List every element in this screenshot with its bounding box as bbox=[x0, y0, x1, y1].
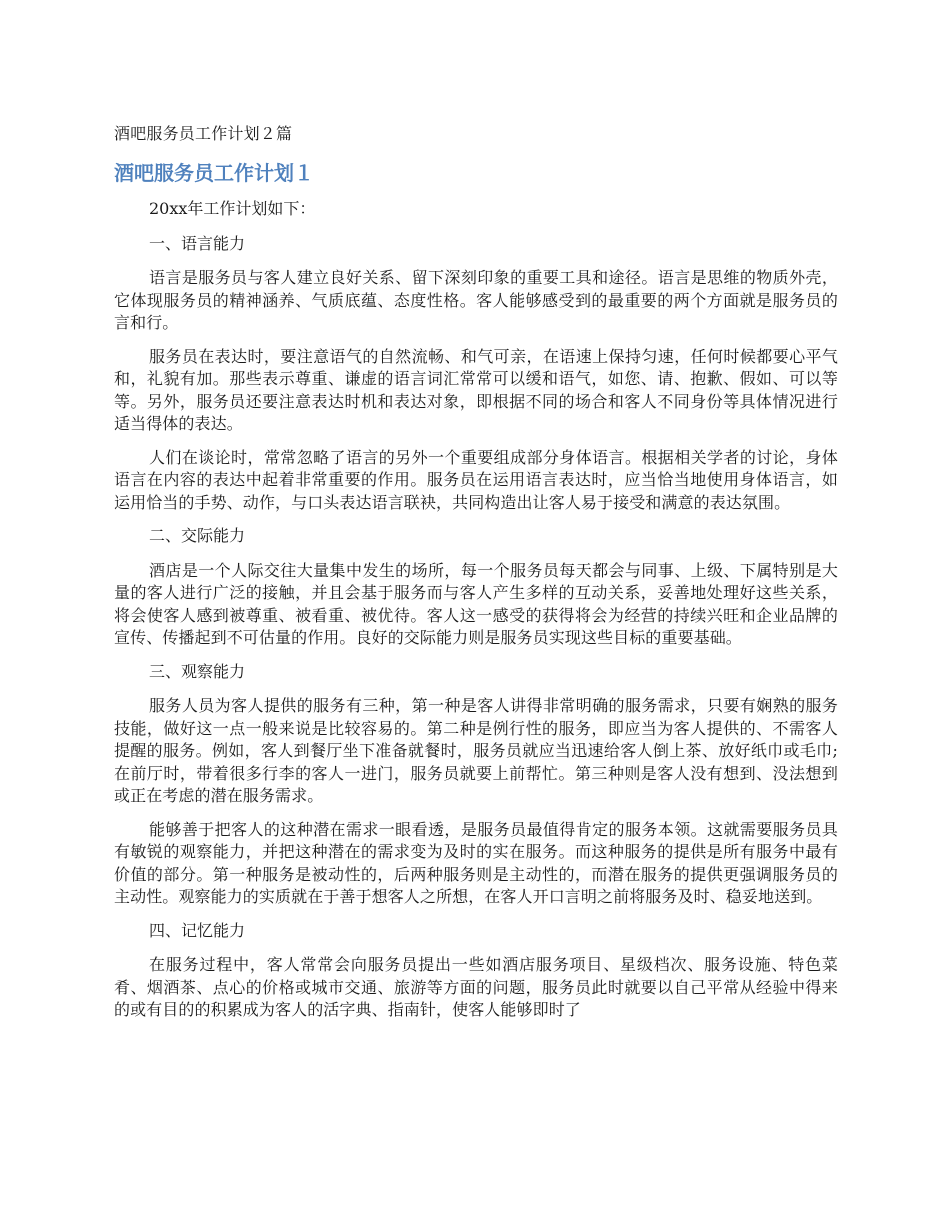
paragraph: 语言是服务员与客人建立良好关系、留下深刻印象的重要工具和途径。语言是思维的物质外壳，它体现服务员的精神涵养、气质底蕴、态度性格。客人能够感受到的最重要的两个方面就是服务员的言和行。 bbox=[114, 268, 838, 332]
document-body bbox=[114, 120, 838, 1033]
section-heading-observation: 三、观察能力 bbox=[149, 661, 246, 681]
paragraph: 服务人员为客人提供的服务有三种，第一种是客人讲得非常明确的服务需求，只要有娴熟的服务技能，做好这一点一般来说是比较容易的。第二种是例行性的服务，即应当为客人提供的、不需客人提醒的服务。例如，客人到餐厅坐下准备就餐时，服务员就应当迅速给客人倒上茶、放好纸巾或毛巾;在前厅时，带着很多行李的客人一进门，服务员就要上前帮忙。第三种则是客人没有想到、没法想到或正在考虑的潜在服务需求。 bbox=[114, 696, 838, 805]
paragraph: 在服务过程中，客人常常会向服务员提出一些如酒店服务项目、星级档次、服务设施、特色菜肴、烟酒茶、点心的价格或城市交通、旅游等方面的问题，服务员此时就要以自己平常从经验中得来的或有目的的积累成为客人的活字典、指南针，使客人能够即时了 bbox=[114, 955, 838, 1019]
paragraph: 人们在谈论时，常常忽略了语言的另外一个重要组成部分身体语言。根据相关学者的讨论，身体语言在内容的表达中起着非常重要的作用。服务员在运用语言表达时，应当恰当地使用身体语言，如运用恰当的手势、动作，与口头表达语言联袂，共同构造出让客人易于接受和满意的表达氛围。 bbox=[114, 447, 838, 512]
section-heading-language: 一、语言能力 bbox=[149, 233, 246, 253]
paragraph: 服务员在表达时，要注意语气的自然流畅、和气可亲，在语速上保持匀速，任何时候都要心平气和，礼貌有加。那些表示尊重、谦虚的语言词汇常常可以缓和语气，如您、请、抱歉、假如、可以等等。另外，服务员还要注意表达时机和表达对象，即根据不同的场合和客人不同身份等具体情况进行适当得体的表达。 bbox=[114, 346, 838, 433]
paragraph: 酒店是一个人际交往大量集中发生的场所，每一个服务员每天都会与同事、上级、下属特别是大量的客人进行广泛的接触，并且会基于服务而与客人产生多样的互动关系，妥善地处理好这些关系，将会使客人感到被尊重、被看重、被优待。客人这一感受的获得将会为经营的持续兴旺和企业品牌的宣传、传播起到不可估量的作用。良好的交际能力则是服务员实现这些目标的重要基础。 bbox=[114, 560, 838, 647]
section-heading-memory: 四、记忆能力 bbox=[149, 920, 246, 940]
main-heading: 酒吧服务员工作计划１ bbox=[114, 161, 314, 185]
section-heading-communication: 二、交际能力 bbox=[149, 526, 246, 545]
paragraph: 能够善于把客人的这种潜在需求一眼看透，是服务员最值得肯定的服务本领。这就需要服务员具有敏锐的观察能力，并把这种潜在的需求变为及时的实在服务。而这种服务的提供是所有服务中最有价值的部分。第一种服务是被动性的，后两种服务则是主动性的，而潜在服务的提供更强调服务员的主动性。观察能力的实质就在于善于想客人之所想，在客人开口言明之前将服务及时、稳妥地送到。 bbox=[114, 819, 838, 906]
document-title: 酒吧服务员工作计划２篇 bbox=[114, 124, 293, 143]
intro-line: 20xx年工作计划如下： bbox=[149, 199, 316, 218]
